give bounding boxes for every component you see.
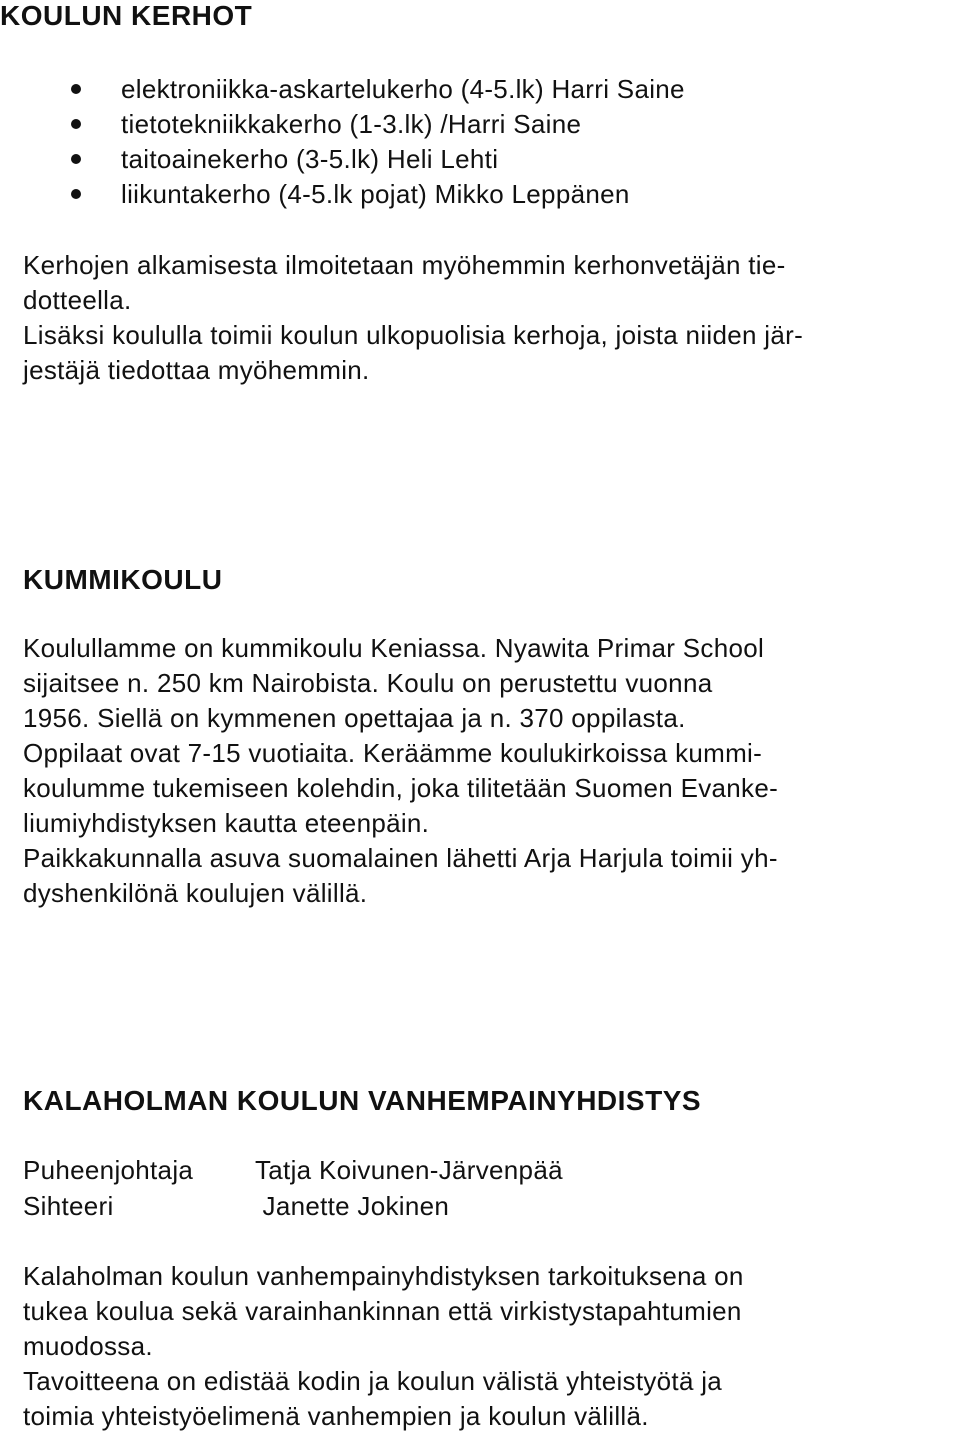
officer-role: Sihteeri bbox=[23, 1191, 114, 1221]
officer-role: Puheenjohtaja bbox=[23, 1155, 194, 1185]
parents-association-line: Tavoitteena on edistää kodin ja koulun välistä yhteistyötä ja bbox=[23, 1366, 723, 1396]
sponsor-school-line: 1956. Siellä on kymmenen opettajaa ja n. 370 oppilasta. bbox=[23, 703, 686, 733]
sponsor-school-line: Paikkakunnalla asuva suomalainen lähetti Arja Harjula toimii yh- bbox=[23, 843, 778, 873]
parents-association-line: muodossa. bbox=[23, 1331, 153, 1361]
officer-name: Janette Jokinen bbox=[255, 1191, 450, 1221]
club-item-text: tietotekniikkakerho (1-3.lk) /Harri Saine bbox=[121, 109, 582, 139]
bullet-icon bbox=[71, 189, 81, 199]
sponsor-school-line: koulumme tukemiseen kolehdin, joka tilitetään Suomen Evanke- bbox=[23, 773, 779, 803]
sponsor-school-heading: KUMMIKOULU bbox=[23, 564, 223, 595]
bullet-icon bbox=[71, 84, 81, 94]
clubs-paragraph-line: Kerhojen alkamisesta ilmoitetaan myöhemmin kerhonvetäjän tie- bbox=[23, 250, 786, 280]
sponsor-school-line: Koulullamme on kummikoulu Keniassa. Nyawita Primar School bbox=[23, 633, 765, 663]
bullet-icon bbox=[71, 119, 81, 129]
sponsor-school-line: liumiyhdistyksen kautta eteenpäin. bbox=[23, 808, 430, 838]
parents-association-line: tukea koulua sekä varainhankinnan että virkistystapahtumien bbox=[23, 1296, 742, 1326]
clubs-paragraph-line: dotteella. bbox=[23, 285, 132, 315]
parents-association-heading: KALAHOLMAN KOULUN VANHEMPAINYHDISTYS bbox=[23, 1085, 702, 1116]
clubs-paragraph-line: jestäjä tiedottaa myöhemmin. bbox=[23, 355, 370, 385]
officer-name: Tatja Koivunen-Järvenpää bbox=[255, 1155, 563, 1185]
clubs-paragraph-line: Lisäksi koululla toimii koulun ulkopuolisia kerhoja, joista niiden jär- bbox=[23, 320, 804, 350]
clubs-heading: KOULUN KERHOT bbox=[0, 0, 253, 31]
club-item-text: taitoainekerho (3-5.lk) Heli Lehti bbox=[121, 144, 499, 174]
sponsor-school-line: sijaitsee n. 250 km Nairobista. Koulu on perustettu vuonna bbox=[23, 668, 713, 698]
club-item-text: liikuntakerho (4-5.lk pojat) Mikko Leppänen bbox=[121, 179, 630, 209]
parents-association-line: toimia yhteistyöelimenä vanhempien ja koulun välillä. bbox=[23, 1401, 649, 1431]
club-item-text: elektroniikka-askartelukerho (4-5.lk) Harri Saine bbox=[121, 74, 685, 104]
bullet-icon bbox=[71, 154, 81, 164]
parents-association-line: Kalaholman koulun vanhempainyhdistyksen tarkoituksena on bbox=[23, 1261, 744, 1291]
sponsor-school-line: dyshenkilönä koulujen välillä. bbox=[23, 878, 368, 908]
sponsor-school-line: Oppilaat ovat 7-15 vuotiaita. Keräämme koulukirkoissa kummi- bbox=[23, 738, 763, 768]
